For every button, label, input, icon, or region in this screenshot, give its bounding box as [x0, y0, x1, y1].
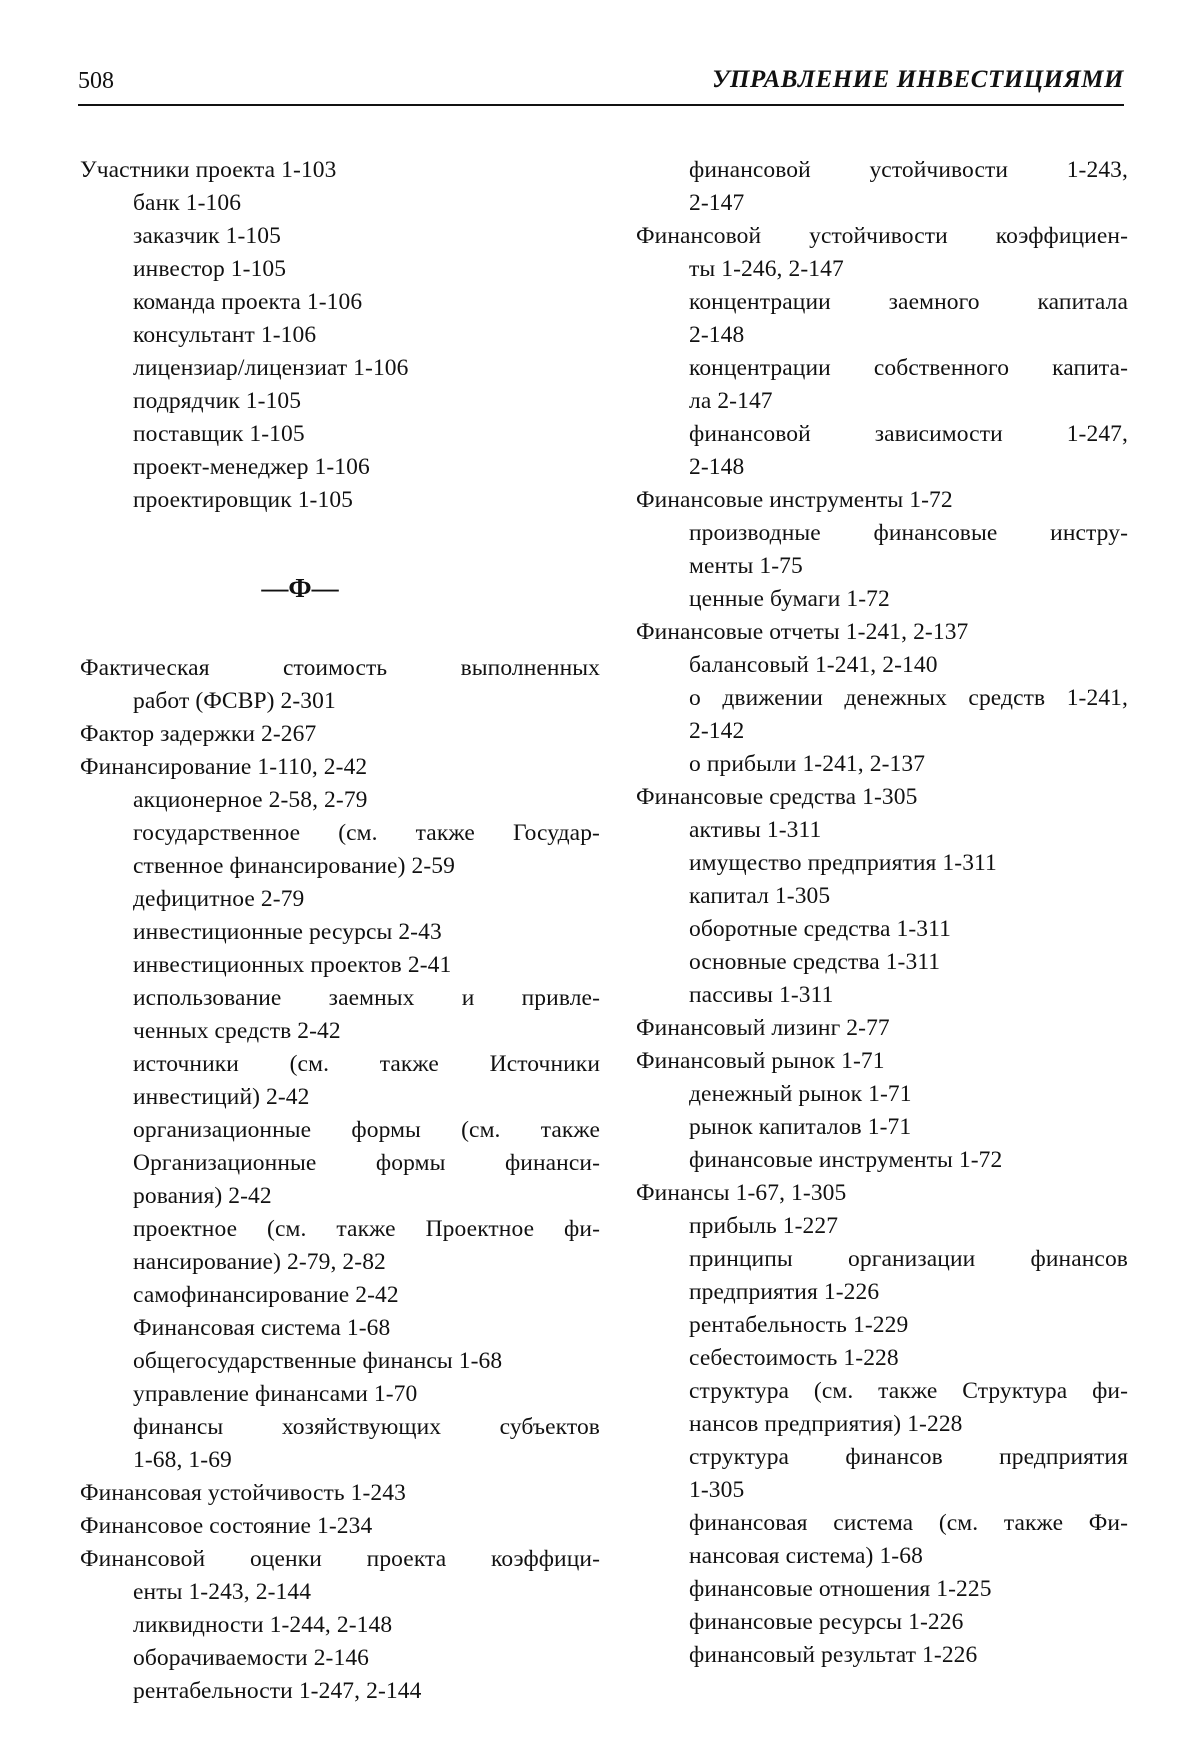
index-block-f-continued: [636, 154, 1128, 1672]
index-subentry: ликвидности 1-244, 2-148: [133, 1612, 393, 1638]
index-subentry: работ (ФСВР) 2-301: [133, 688, 336, 714]
index-subentry: капитал 1-305: [689, 883, 831, 909]
index-subentry: о прибыли 1-241, 2-137: [689, 751, 926, 777]
index-subentry: государственное (см. также Государ-: [133, 820, 600, 846]
index-subentry: активы 1-311: [689, 817, 822, 843]
index-subentry: менты 1-75: [689, 553, 803, 579]
index-entry: Финансовые средства 1-305: [636, 784, 918, 810]
index-subentry: балансовый 1-241, 2-140: [689, 652, 938, 678]
index-subentry: управление финансами 1-70: [133, 1381, 418, 1407]
index-entry: Финансовые инструменты 1-72: [636, 487, 953, 513]
index-entry: Финансы 1-67, 1-305: [636, 1180, 847, 1206]
index-subentry: Организационные формы финанси-: [133, 1150, 600, 1176]
index-subentry: финансы хозяйствующих субъектов: [133, 1414, 600, 1440]
section-letter-heading: —Ф—: [261, 573, 339, 603]
index-subentry: имущество предприятия 1-311: [689, 850, 997, 876]
index-subentry: инвестор 1-105: [133, 256, 287, 282]
index-subentry: финансовые отношения 1-225: [689, 1576, 992, 1602]
index-subentry: финансовой устойчивости 1-243,: [689, 157, 1128, 183]
index-subentry: себестоимость 1-228: [689, 1345, 899, 1371]
index-entry: Финансовый рынок 1-71: [636, 1048, 885, 1074]
index-subentry: денежный рынок 1-71: [689, 1081, 912, 1107]
index-subentry: ла 2-147: [689, 388, 773, 414]
index-subentry: производные финансовые инстру-: [689, 520, 1128, 546]
page-header: [78, 62, 1124, 106]
index-subentry: прибыль 1-227: [689, 1213, 839, 1239]
index-entry: Фактор задержки 2-267: [80, 721, 317, 747]
index-entry: Финансовые отчеты 1-241, 2-137: [636, 619, 969, 645]
index-subentry: 2-148: [689, 454, 745, 480]
index-subentry: инвестиций) 2-42: [133, 1084, 310, 1110]
index-subentry: оборачиваемости 2-146: [133, 1645, 370, 1671]
index-subentry: организационные формы (см. также: [133, 1117, 600, 1143]
index-subentry: использование заемных и привле-: [133, 985, 600, 1011]
index-subentry: финансовая система (см. также Фи-: [689, 1510, 1128, 1536]
index-subentry: 2-148: [689, 322, 745, 348]
index-subentry: ченных средств 2-42: [133, 1018, 341, 1044]
index-block-f: [80, 652, 600, 1708]
index-subentry: общегосударственные финансы 1-68: [133, 1348, 503, 1374]
index-subentry: оборотные средства 1-311: [689, 916, 951, 942]
index-subentry: самофинансирование 2-42: [133, 1282, 399, 1308]
index-subentry: заказчик 1-105: [133, 223, 281, 249]
index-subentry: о движении денежных средств 1-241,: [689, 685, 1128, 711]
index-subentry: предприятия 1-226: [689, 1279, 880, 1305]
index-subentry: 2-147: [689, 190, 745, 216]
index-block-u: [80, 154, 600, 517]
index-subentry: основные средства 1-311: [689, 949, 941, 975]
index-subentry: ценные бумаги 1-72: [689, 586, 890, 612]
index-subentry: 1-305: [689, 1477, 745, 1503]
index-column-left: [80, 154, 600, 1708]
index-subentry: поставщик 1-105: [133, 421, 305, 447]
index-subentry: концентрации собственного капита-: [689, 355, 1128, 381]
index-entry: Финансовый лизинг 2-77: [636, 1015, 890, 1041]
index-subentry: консультант 1-106: [133, 322, 317, 348]
index-subentry: ты 1-246, 2-147: [689, 256, 844, 282]
index-subentry: финансовые ресурсы 1-226: [689, 1609, 964, 1635]
index-subentry: рования) 2-42: [133, 1183, 272, 1209]
index-subentry: проектировщик 1-105: [133, 487, 354, 513]
index-subentry: Финансовая система 1-68: [133, 1315, 391, 1341]
index-entry: Фактическая стоимость выполненных: [80, 655, 600, 681]
index-subentry: структура финансов предприятия: [689, 1444, 1128, 1470]
index-subentry: пассивы 1-311: [689, 982, 834, 1008]
index-subentry: лицензиар/лицензиат 1-106: [133, 355, 409, 381]
index-subentry: финансовый результат 1-226: [689, 1642, 978, 1668]
index-subentry: инвестиционные ресурсы 2-43: [133, 919, 442, 945]
index-subentry: акционерное 2-58, 2-79: [133, 787, 368, 813]
index-subentry: подрядчик 1-105: [133, 388, 302, 414]
index-subentry: рынок капиталов 1-71: [689, 1114, 912, 1140]
index-subentry: проект-менеджер 1-106: [133, 454, 370, 480]
index-entry: Финансовое состояние 1-234: [80, 1513, 373, 1539]
index-subentry: нансов предприятия) 1-228: [689, 1411, 963, 1437]
index-entry: Финансирование 1-110, 2-42: [80, 754, 368, 780]
index-subentry: команда проекта 1-106: [133, 289, 363, 315]
index-subentry: дефицитное 2-79: [133, 886, 305, 912]
index-subentry: рентабельности 1-247, 2-144: [133, 1678, 422, 1704]
index-column-right: [636, 154, 1128, 1672]
index-subentry: нансирование) 2-79, 2-82: [133, 1249, 386, 1275]
index-subentry: финансовой зависимости 1-247,: [689, 421, 1128, 447]
page-number: 508: [78, 68, 114, 94]
index-subentry: рентабельность 1-229: [689, 1312, 909, 1338]
index-entry: Участники проекта 1-103: [80, 157, 337, 183]
index-subentry: источники (см. также Источники: [133, 1051, 600, 1077]
index-subentry: структура (см. также Структура фи-: [689, 1378, 1128, 1404]
index-subentry: инвестиционных проектов 2-41: [133, 952, 452, 978]
index-subentry: банк 1-106: [133, 190, 242, 216]
index-entry: Финансовой оценки проекта коэффици-: [80, 1546, 600, 1572]
running-title: УПРАВЛЕНИЕ ИНВЕСТИЦИЯМИ: [712, 66, 1124, 93]
index-subentry: проектное (см. также Проектное фи-: [133, 1216, 600, 1242]
index-subentry: 1-68, 1-69: [133, 1447, 232, 1473]
index-subentry: финансовые инструменты 1-72: [689, 1147, 1003, 1173]
index-subentry: принципы организации финансов: [689, 1246, 1128, 1272]
index-entry: Финансовая устойчивость 1-243: [80, 1480, 406, 1506]
index-subentry: нансовая система) 1-68: [689, 1543, 923, 1569]
index-subentry: ственное финансирование) 2-59: [133, 853, 455, 879]
index-entry: Финансовой устойчивости коэффициен-: [636, 223, 1128, 249]
index-subentry: 2-142: [689, 718, 745, 744]
index-subentry: енты 1-243, 2-144: [133, 1579, 312, 1605]
index-subentry: концентрации заемного капитала: [689, 289, 1128, 315]
